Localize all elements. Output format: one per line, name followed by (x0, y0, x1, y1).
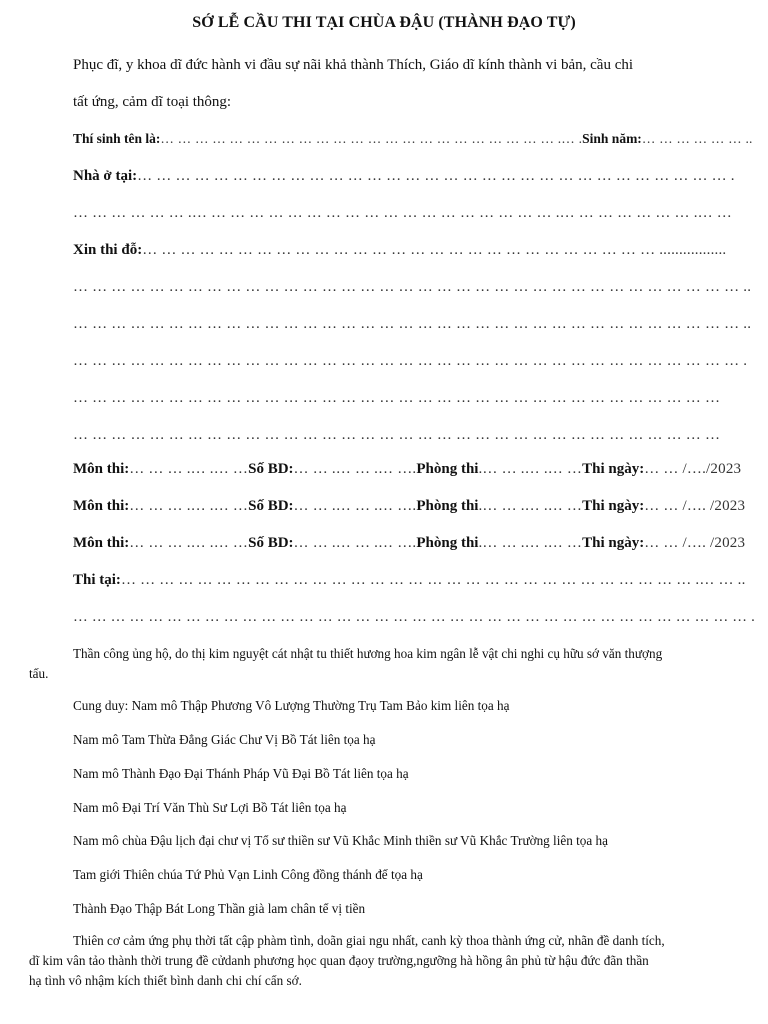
invocation-line: Cung duy: Nam mô Thập Phương Vô Lượng Thường Trụ Tam Bảo kim liên tọa hạ (73, 698, 510, 713)
birth-year-field[interactable]: … … … … … … .. (641, 131, 753, 146)
wish-line[interactable]: … … … … … … … … … … … … … … … … … … … … … … … … … … … … … … … … … … … .. (73, 316, 752, 332)
wish-field[interactable]: … … … … … … … … … … … … … … … … … … … … … … … … … … … ................. (142, 242, 727, 258)
subject-label: Môn thi: (73, 535, 130, 551)
candidate-name-label: Thí sinh tên là: (73, 131, 161, 146)
subject-label: Môn thi: (73, 498, 130, 514)
exam-date-field[interactable]: … … /…. /2023 (644, 535, 746, 551)
room-field[interactable]: .… … .… .… … (478, 461, 583, 477)
address-row (73, 168, 735, 185)
room-field[interactable]: .… … .… .… … (478, 535, 583, 551)
offering-line-1: Thần công ủng hộ, do thị kim nguyệt cát nhật tu thiết hương hoa kim ngân lễ vật chi nghi cụ hữu sớ văn thượng (73, 646, 663, 661)
document-title: SỚ LỄ CẦU THI TẠI CHÙA ĐẬU (THÀNH ĐẠO TỰ) (192, 14, 576, 31)
intro-line-2: tất ứng, cảm dĩ toại thông: (73, 94, 232, 110)
wish-line[interactable]: … … … … … … … … … … … … … … … … … … … … … … … … … … … … … … … … … … (73, 390, 721, 406)
venue-row (73, 572, 746, 589)
sbd-label: Số BD: (248, 461, 294, 477)
invocation-line: Thành Đạo Thập Bát Long Thần già lam chân tể vị tiền (73, 901, 366, 916)
closing-line-2: dĩ kim vân tảo thành thời trung đề cửdanh phương học quan đạoy trường,ngưỡng hà hồng ân phủ từ hậu đức đãn thần (29, 953, 649, 968)
exam-row (73, 498, 745, 515)
sbd-field[interactable]: … … .… … .… …. (293, 535, 417, 551)
subject-field[interactable]: … … … .… .… … (129, 461, 249, 477)
candidate-name-field[interactable]: … … … … … … … … … … … … … … … … … … … … … … … .… . (160, 131, 583, 146)
sbd-field[interactable]: … … .… … .… …. (293, 498, 417, 514)
invocation-line: Nam mô Đại Trí Văn Thù Sư Lợi Bồ Tát liên tọa hạ (73, 800, 347, 815)
venue-field-continued[interactable]: … … … … … … … … … … … … … … … … … … … … … … … … … … … … … … … … … … … … . (73, 609, 756, 625)
exam-row (73, 535, 745, 552)
invocation-line: Nam mô Thành Đạo Đại Thánh Pháp Vũ Đại Bồ Tát liên tọa hạ (73, 766, 409, 781)
exam-date-field[interactable]: … … /…. /2023 (644, 498, 746, 514)
closing-line-3: hạ tình vô nhậm kích thiết bình danh chi chí cẩn sớ. (29, 973, 302, 988)
room-label: Phòng thi (416, 535, 479, 551)
intro-line-1: Phục đĩ, y khoa dĩ đức hành vi đầu sự nãi khả thành Thích, Giáo dĩ kính thành vi bản, cầu chi (73, 57, 634, 73)
candidate-name-row (73, 131, 753, 147)
exam-date-field[interactable]: … … /…./2023 (644, 461, 742, 477)
room-label: Phòng thi (416, 498, 479, 514)
address-label: Nhà ở tại: (73, 168, 138, 184)
subject-field[interactable]: … … … .… .… … (129, 498, 249, 514)
exam-date-label: Thi ngày: (582, 498, 645, 514)
sbd-label: Số BD: (248, 535, 294, 551)
invocation-line: Tam giới Thiên chúa Tứ Phủ Vạn Linh Công đồng thánh đế tọa hạ (73, 867, 423, 882)
offering-line-2: tấu. (29, 666, 49, 681)
venue-label: Thi tại: (73, 572, 121, 588)
sbd-label: Số BD: (248, 498, 294, 514)
wish-label: Xin thi đỗ: (73, 242, 143, 258)
room-field[interactable]: .… … .… .… … (478, 498, 583, 514)
subject-label: Môn thi: (73, 461, 130, 477)
sbd-field[interactable]: … … .… … .… …. (293, 461, 417, 477)
exam-date-label: Thi ngày: (582, 461, 645, 477)
wish-line[interactable]: … … … … … … … … … … … … … … … … … … … … … … … … … … … … … … … … … … … . (73, 353, 748, 369)
exam-row (73, 461, 741, 478)
exam-date-label: Thi ngày: (582, 535, 645, 551)
venue-field[interactable]: … … … … … … … … … … … … … … … … … … … … … … … … … … … … … … .… … .. (120, 572, 746, 588)
subject-field[interactable]: … … … .… .… … (129, 535, 249, 551)
wish-line[interactable]: … … … … … … … … … … … … … … … … … … … … … … … … … … … … … … … … … … (73, 427, 721, 443)
address-field-continued[interactable]: … … … … … … .… … … … … … … … … … … … … … … … … … … .… … … … … … … .… … (73, 205, 732, 221)
invocation-line: Nam mô chùa Đậu lịch đại chư vị Tổ sư thiền sư Vũ Khắc Minh thiền sư Vũ Khắc Trường liên tọa hạ (73, 833, 608, 848)
birth-year-label: Sinh năm: (582, 131, 642, 146)
invocation-line: Nam mô Tam Thừa Đẳng Giác Chư Vị Bồ Tát liên tọa hạ (73, 732, 376, 747)
wish-line[interactable]: … … … … … … … … … … … … … … … … … … … … … … … … … … … … … … … … … … … .. (73, 279, 752, 295)
room-label: Phòng thi (416, 461, 479, 477)
closing-line-1: Thiên cơ cảm ứng phụ thời tất cập phàm tình, doãn giai ngu nhất, canh kỳ thoa thành ứng cử, nhãn đề danh tích, (73, 933, 665, 948)
wish-row (73, 242, 726, 259)
address-field[interactable]: … … … … … … … … … … … … … … … … … … … … … … … … … … … … … … … . (137, 168, 735, 184)
